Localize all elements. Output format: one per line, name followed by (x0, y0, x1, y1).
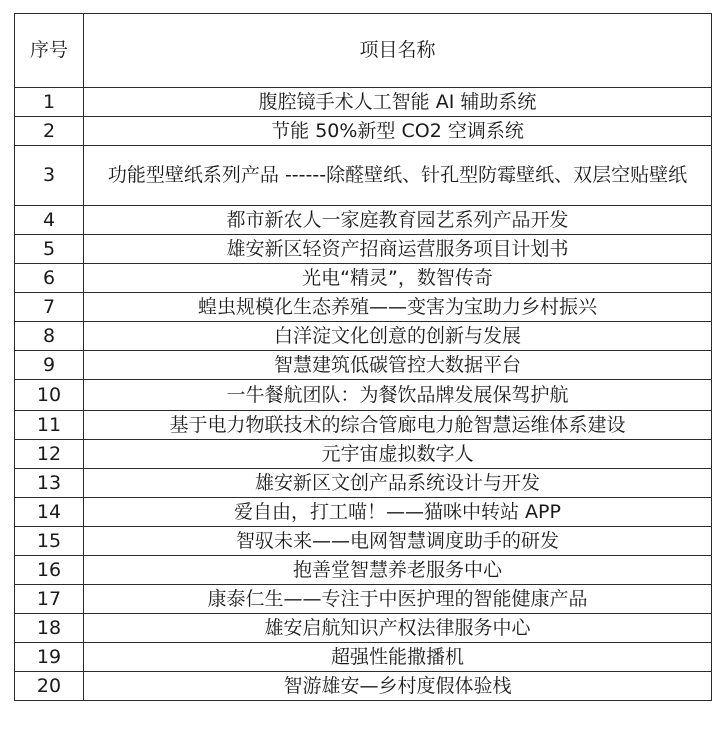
row-index: 5 (15, 235, 84, 264)
row-name: 都市新农人一家庭教育园艺系列产品开发 (84, 206, 712, 235)
row-name: 一牛餐航团队：为餐饮品牌发展保驾护航 (84, 380, 712, 411)
row-index: 13 (15, 469, 84, 498)
row-name: 智游雄安—乡村度假体验栈 (84, 672, 712, 701)
row-index: 8 (15, 322, 84, 351)
row-name: 节能 50%新型 CO2 空调系统 (84, 117, 712, 146)
table-row (15, 411, 712, 440)
table-header-row (15, 14, 712, 88)
row-name: 雄安启航知识产权法律服务中心 (84, 614, 712, 643)
row-name: 基于电力物联技术的综合管廊电力舱智慧运维体系建设 (84, 411, 712, 440)
row-index: 1 (15, 88, 84, 117)
row-index: 18 (15, 614, 84, 643)
row-index: 10 (15, 380, 84, 411)
row-name: 腹腔镜手术人工智能 AI 辅助系统 (84, 88, 712, 117)
row-index: 17 (15, 585, 84, 614)
row-index: 15 (15, 527, 84, 556)
row-name: 爱自由，打工喵！——猫咪中转站 APP (84, 498, 712, 527)
table-row (15, 498, 712, 527)
row-index: 6 (15, 264, 84, 293)
row-name: 功能型壁纸系列产品 ------除醛壁纸、针孔型防霉壁纸、双层空贴壁纸 (84, 146, 712, 206)
row-name: 雄安新区文创产品系统设计与开发 (84, 469, 712, 498)
header-index: 序号 (15, 14, 84, 88)
table-row (15, 585, 712, 614)
table-row (15, 117, 712, 146)
row-index: 16 (15, 556, 84, 585)
table-row (15, 672, 712, 701)
row-name: 光电“精灵”，数智传奇 (84, 264, 712, 293)
table-row (15, 380, 712, 411)
table-row (15, 264, 712, 293)
row-index: 11 (15, 411, 84, 440)
table-row (15, 643, 712, 672)
row-index: 2 (15, 117, 84, 146)
table-row (15, 146, 712, 206)
table-row (15, 440, 712, 469)
table-row (15, 556, 712, 585)
table-row (15, 293, 712, 322)
table-row (15, 614, 712, 643)
row-index: 9 (15, 351, 84, 380)
header-name: 项目名称 (84, 14, 712, 88)
row-index: 3 (15, 146, 84, 206)
row-name: 康泰仁生——专注于中医护理的智能健康产品 (84, 585, 712, 614)
table-row (15, 351, 712, 380)
project-table (14, 13, 712, 701)
row-name: 白洋淀文化创意的创新与发展 (84, 322, 712, 351)
table-row (15, 88, 712, 117)
row-name: 超强性能撒播机 (84, 643, 712, 672)
row-name: 抱善堂智慧养老服务中心 (84, 556, 712, 585)
table-row (15, 235, 712, 264)
table-row (15, 206, 712, 235)
table-row (15, 469, 712, 498)
table-row (15, 527, 712, 556)
row-name: 元宇宙虚拟数字人 (84, 440, 712, 469)
row-index: 19 (15, 643, 84, 672)
row-index: 14 (15, 498, 84, 527)
row-index: 4 (15, 206, 84, 235)
table-row (15, 322, 712, 351)
row-name: 蝗虫规模化生态养殖——变害为宝助力乡村振兴 (84, 293, 712, 322)
row-name: 雄安新区轻资产招商运营服务项目计划书 (84, 235, 712, 264)
row-name: 智慧建筑低碳管控大数据平台 (84, 351, 712, 380)
row-name: 智驭未来——电网智慧调度助手的研发 (84, 527, 712, 556)
row-index: 12 (15, 440, 84, 469)
row-index: 7 (15, 293, 84, 322)
row-index: 20 (15, 672, 84, 701)
